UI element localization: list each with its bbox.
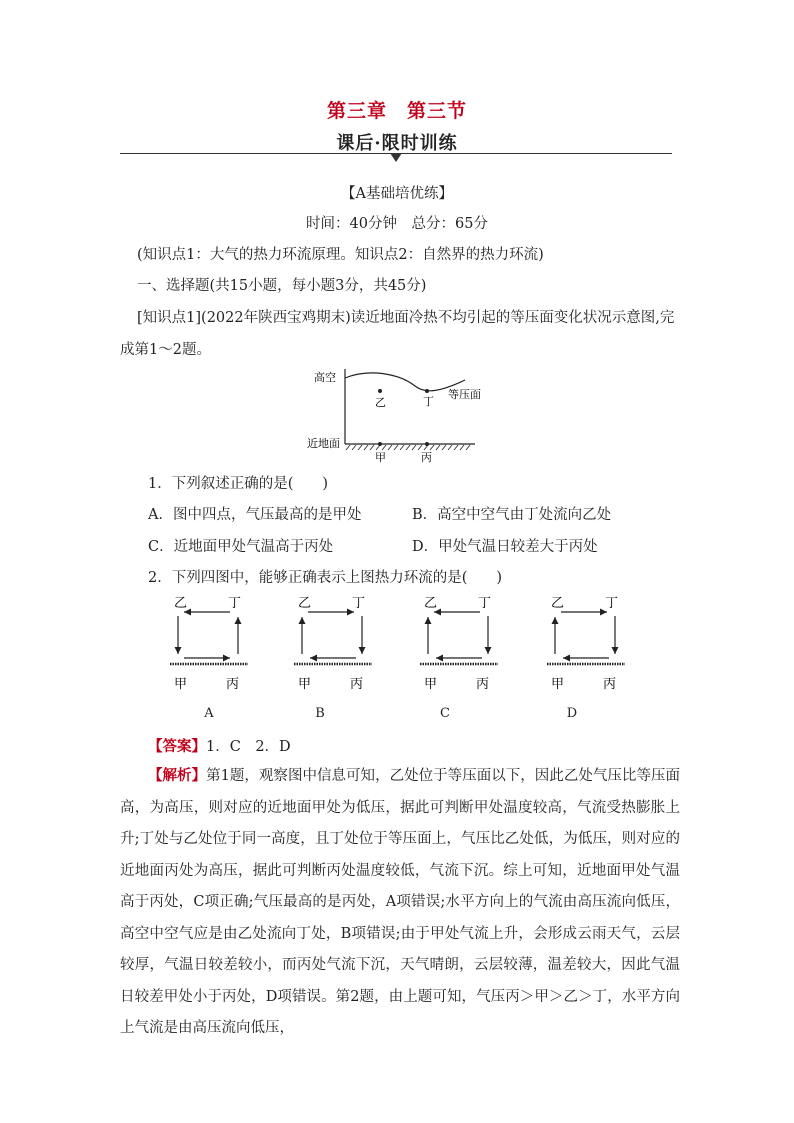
q2-caption-a: A [204, 706, 214, 721]
page-subtitle: 课后·限时训练 [336, 133, 458, 154]
section-heading: 【A基础培优练】 [341, 186, 453, 202]
q2-caption-d: D [566, 706, 578, 721]
point-yi: 乙 [375, 396, 386, 409]
header-triangle-icon [390, 153, 402, 162]
analysis-text: 第1题，观察图中信息可知，乙处位于等压面以下，因此乙处气压比等压面高，为高压，则对应的近地面甲处为低压，据此可判断甲处温度较高，气流受热膨胀上升;丁处与乙处位于同一高度，且丁处位于等压面上，气压比乙处低，为低压，则对应的近地面丙处为高压，据此可判断丙处温度较低，气流下沉。综上可知，近地面甲处气温高于丙处，C项正确;气压最高的是丙处，A项错误;水平方向上的气流由高压流向低压，高空中空气应是由乙处流向丁处，B项错误;由于甲处气流上升，会形成云雨天气，云层较厚，气温日较差较小，而丙处气流下沉，天气晴朗，云层较薄，温差较大，因此气温日较差甲处小于丙处，D项错误。第2题，由上题可知，气压丙＞甲＞乙＞丁，水平方向上气流是由高压流向低压， [120, 768, 680, 1036]
point-bing: 丙 [421, 451, 432, 464]
label-bing: 丙 [226, 677, 240, 692]
label-ding: 丁 [228, 596, 242, 611]
analysis-tag: 【解析】 [148, 767, 207, 784]
label-yi: 乙 [551, 596, 565, 611]
label-bing: 丙 [603, 677, 617, 692]
knowledge-points: (知识点1：大气的热力环流原理。知识点2：自然界的热力环流) [137, 247, 544, 263]
label-bing: 丙 [476, 677, 490, 692]
point-ding: 丁 [423, 395, 434, 408]
q2-caption-c: C [440, 706, 450, 721]
analysis-paragraph [120, 760, 680, 1045]
label-yi: 乙 [298, 596, 312, 611]
label-jia: 甲 [174, 677, 188, 692]
q2-diagram-a [168, 592, 250, 694]
label-jia: 甲 [551, 677, 565, 692]
q2-diagram-c [418, 592, 500, 694]
answer-line [148, 737, 291, 757]
label-ding: 丁 [352, 596, 366, 611]
label-bing: 丙 [350, 677, 364, 692]
intro-line-1: [知识点1](2022年陕西宝鸡期末)读近地面冷热不均引起的等压面变化状况示意图,完 [137, 310, 675, 326]
time-info: 时间：40分钟 总分：65分 [306, 216, 488, 232]
point-jia: 甲 [375, 451, 386, 464]
q1-option-c: C．近地面甲处气温高于丙处 [148, 539, 334, 555]
q2-stem: 2．下列四图中，能够正确表示上图热力环流的是( ) [148, 570, 503, 586]
answer-text: 1．C 2．D [206, 739, 291, 755]
label-yi: 乙 [174, 596, 188, 611]
intro-line-2: 成第1～2题。 [120, 342, 211, 358]
q1-stem: 1．下列叙述正确的是( ) [148, 476, 329, 492]
q2-diagram-d [545, 592, 627, 694]
part-title: 一、选择题(共15小题，每小题3分，共45分) [137, 278, 427, 294]
label-jia: 甲 [298, 677, 312, 692]
answer-tag: 【答案】 [148, 738, 206, 755]
q1-option-d: D．甲处气温日较差大于丙处 [412, 539, 598, 555]
label-ding: 丁 [605, 596, 619, 611]
label-ding: 丁 [478, 596, 492, 611]
label-yi: 乙 [424, 596, 438, 611]
q1-option-a: A．图中四点，气压最高的是甲处 [148, 507, 362, 523]
q1-option-b: B．高空中空气由丁处流向乙处 [412, 507, 612, 523]
label-isobar: 等压面 [448, 388, 481, 401]
label-jia: 甲 [424, 677, 438, 692]
label-ground: 近地面 [307, 437, 340, 450]
q2-diagram-b [292, 592, 374, 694]
label-high: 高空 [314, 371, 336, 384]
page-title: 第三章 第三节 [326, 100, 467, 122]
isobar-figure [300, 364, 500, 464]
q2-caption-b: B [315, 706, 325, 721]
